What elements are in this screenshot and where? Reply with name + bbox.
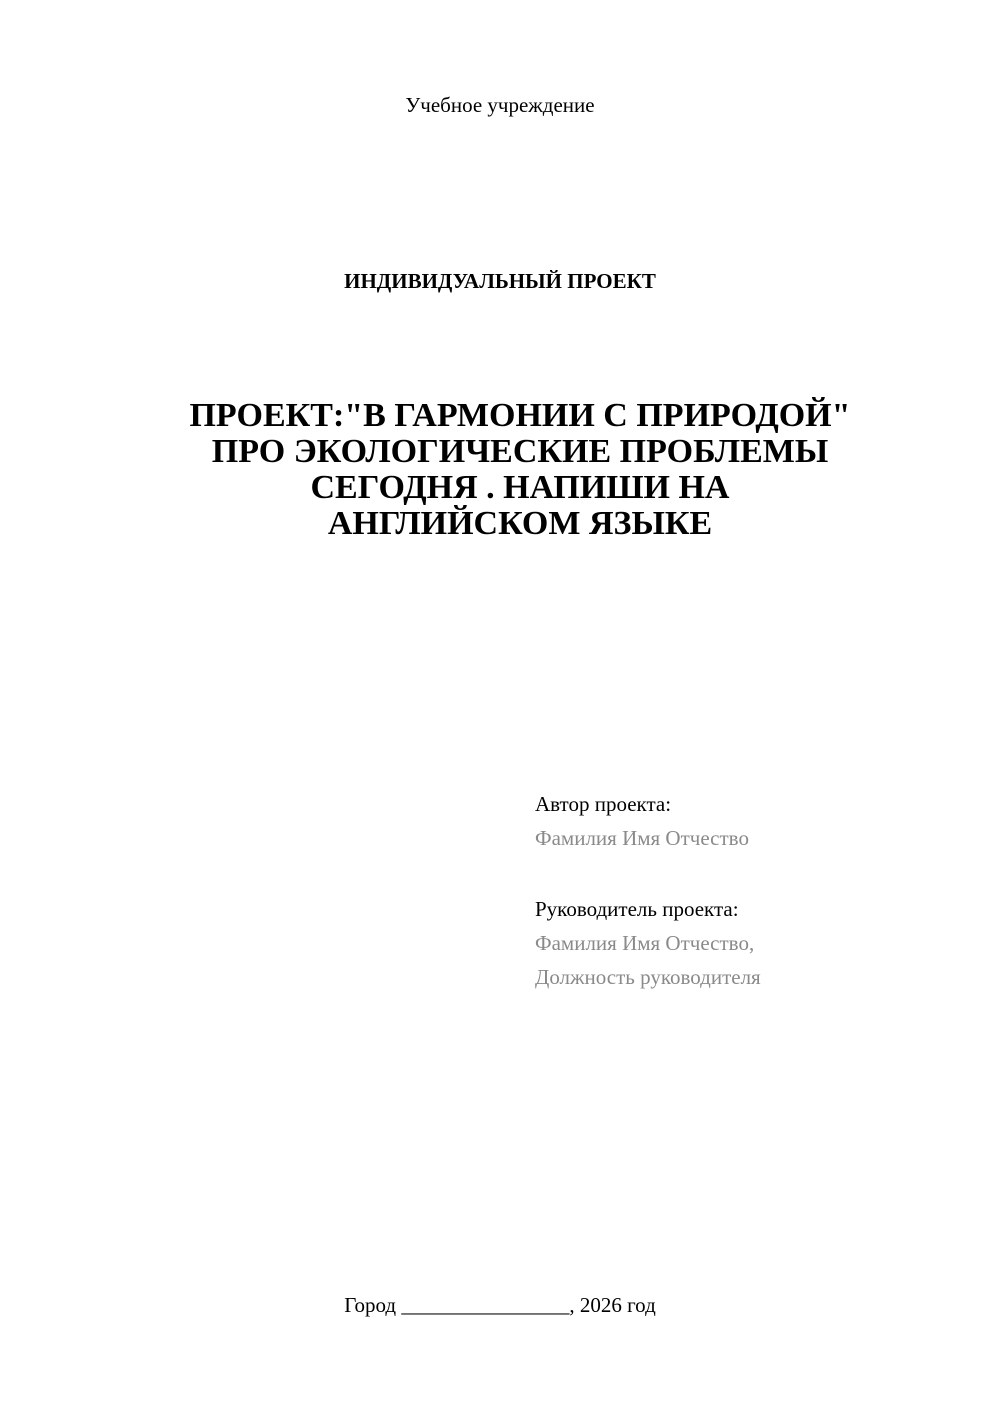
project-title-line: СЕГОДНЯ . НАПИШИ НА xyxy=(310,469,730,506)
author-label: Автор проекта: xyxy=(535,792,672,816)
institution-name: Учебное учреждение xyxy=(405,93,595,117)
supervisor-label: Руководитель проекта: xyxy=(535,897,739,921)
project-title-line: ПРО ЭКОЛОГИЧЕСКИЕ ПРОБЛЕМЫ xyxy=(211,433,829,470)
city-year-line: Город ________________, 2026 год xyxy=(344,1293,656,1317)
project-title-line: ПРОЕКТ:"В ГАРМОНИИ С ПРИРОДОЙ" xyxy=(189,397,851,434)
author-block xyxy=(535,787,975,855)
project-title-line: АНГЛИЙСКОМ ЯЗЫКЕ xyxy=(327,505,713,542)
supervisor-block xyxy=(535,892,975,994)
supervisor-position: Должность руководителя xyxy=(535,965,761,989)
project-title xyxy=(120,398,920,542)
author-name: Фамилия Имя Отчество xyxy=(535,826,749,850)
supervisor-name: Фамилия Имя Отчество, xyxy=(535,931,755,955)
project-kind-heading: ИНДИВИДУАЛЬНЫЙ ПРОЕКТ xyxy=(344,269,656,293)
